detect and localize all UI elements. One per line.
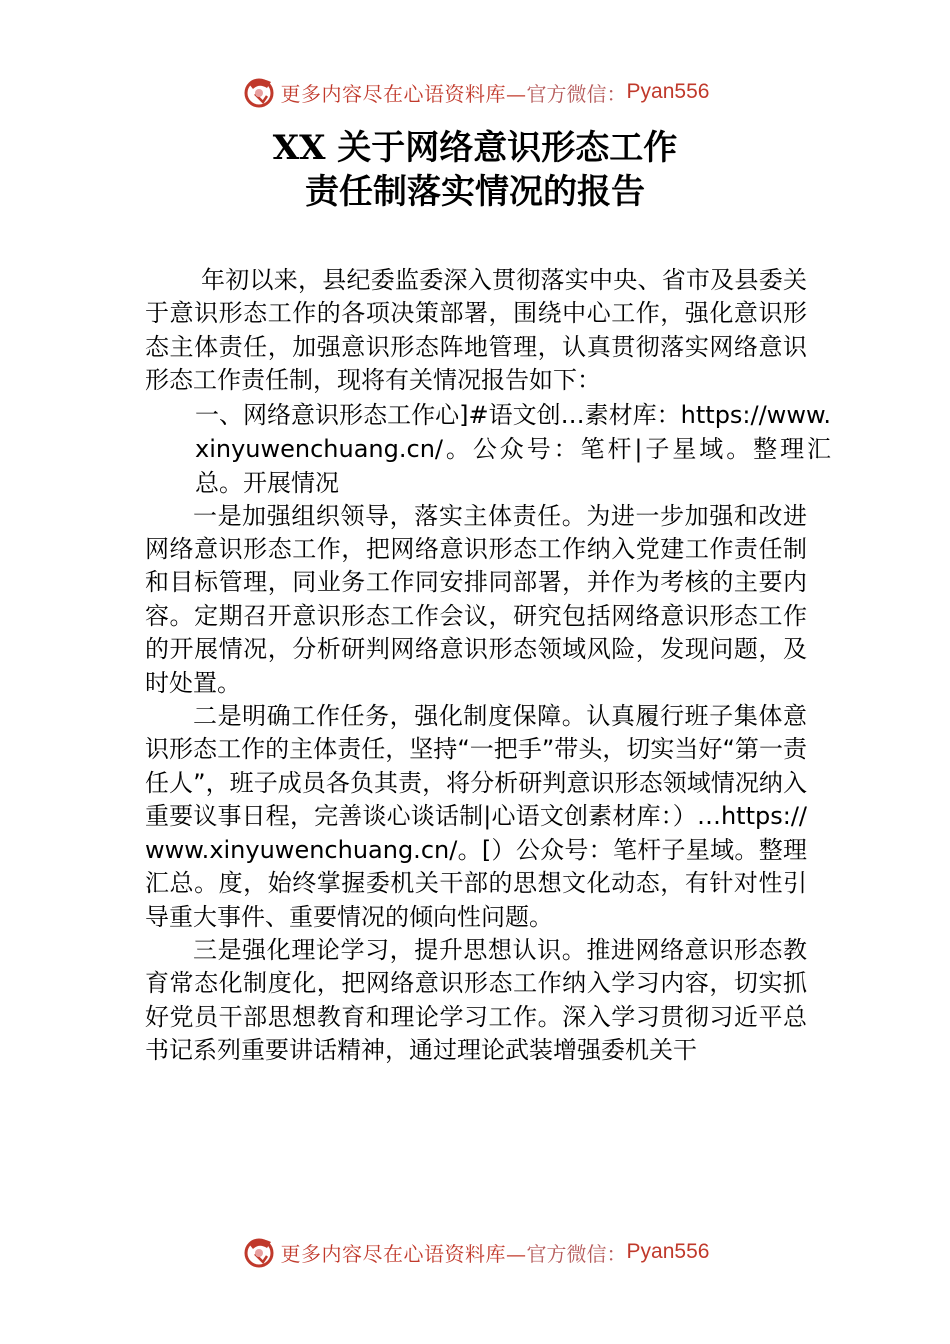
watermark-text: 更多内容尽在心语资料库—	[280, 81, 527, 106]
footer-watermark-banner	[0, 1232, 950, 1272]
section-heading: 一、网络意识形态工作心]#语文创…素材库：https://www.xinyuwenchuang.cn/。公众号：笔杆|子星域。整理汇总。开展情况	[195, 400, 831, 497]
paragraph-2: 二是明确工作任务，强化制度保障。认真履行班子集体意识形态工作的主体责任，坚持“一把手”带头，切实当好“第一责任人”，班子成员各负其责，将分析研判意识形态领域情况纳入重要议事日程，完善谈心谈话制|心语文创素材库：）…https://www.xinyuwenchuang.cn/。[）公众号：笔杆子星域。整理汇总。度，始终掌握委机关干部的思想文化动态，有针对性引导重大事件、重要情况的倾向性问题。	[145, 702, 807, 931]
brand-logo-icon	[241, 1234, 277, 1270]
watermark-text: 更多内容尽在心语资料库—	[280, 1241, 527, 1266]
title-line-1: XX 关于网络意识形态工作	[272, 128, 678, 168]
watermark-wechat-label: 官方微信：	[526, 1241, 627, 1266]
watermark-wechat-id: Pyan556	[626, 1240, 710, 1263]
document-title	[0, 126, 950, 214]
intro-paragraph: 年初以来，县纪委监委深入贯彻落实中央、省市及县委关于意识形态工作的各项决策部署，围绕中心工作，强化意识形态主体责任，加强意识形态阵地管理，认真贯彻落实网络意识形态工作责任制，现将有关情况报告如下：	[145, 266, 807, 395]
title-line-2: 责任制落实情况的报告	[305, 172, 645, 212]
header-watermark-banner	[0, 72, 950, 112]
watermark-wechat-label: 官方微信：	[526, 81, 627, 106]
paragraph-3: 三是强化理论学习，提升思想认识。推进网络意识形态教育常态化制度化，把网络意识形态工作纳入学习内容，切实抓好党员干部思想教育和理论学习工作。深入学习贯彻习近平总书记系列重要讲话精神，通过理论武装增强委机关干	[145, 935, 807, 1065]
brand-logo-icon	[241, 74, 277, 110]
watermark-wechat-id: Pyan556	[626, 80, 710, 103]
paragraph-1: 一是加强组织领导，落实主体责任。为进一步加强和改进网络意识形态工作，把网络意识形态工作纳入党建工作责任制和目标管理，同业务工作同安排同部署，并作为考核的主要内容。定期召开意识形态工作会议，研究包括网络意识形态工作的开展情况，分析研判网络意识形态领域风险，发现问题，及时处置。	[145, 501, 807, 697]
document-body	[145, 264, 831, 1068]
